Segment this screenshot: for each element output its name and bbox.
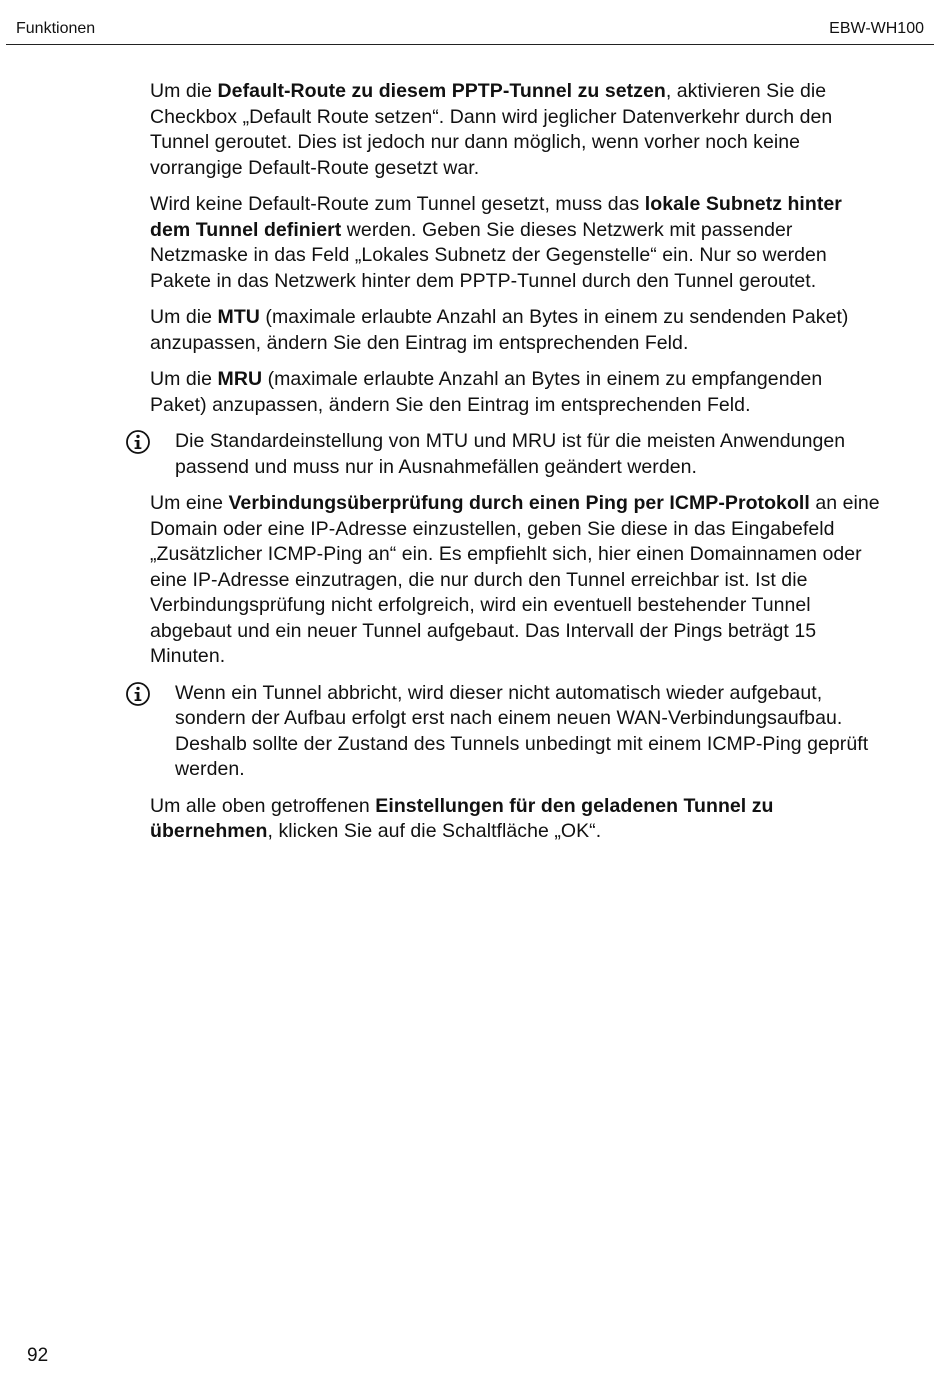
paragraph-text: Um alle oben getroffenen [150, 794, 376, 817]
paragraph-text: Um die [150, 80, 218, 102]
page-content [150, 79, 880, 856]
paragraph-text: Wird keine Default-Route zum Tunnel gesetzt, muss das [150, 193, 645, 215]
paragraph-text: an eine Domain oder eine IP-Adresse einzustellen, geben Sie diese in das Eingabefeld „Zusätzlicher ICMP-Ping an“ ein. Es empfiehlt sich, hier einen Domainnamen oder eine IP-Adresse einzutragen, die nur durch den Tunnel erreichbar ist. Ist die Verbindungsprüfung nicht erfolgreich, wird ein eventuell bestehender Tunnel abgebaut und ein neuer Tunnel aufgebaut. Das Intervall der Pings beträgt 15 Minuten. [150, 492, 880, 667]
header-product-name: EBW-WH100 [829, 20, 924, 37]
note-text: Die Standardeinstellung von MTU und MRU ist für die meisten Anwendungen passend und muss nur in Ausnahmefällen geändert werden. [175, 430, 846, 478]
header-section-title: Funktionen [16, 20, 96, 37]
paragraph-icmp-ping [150, 491, 880, 670]
paragraph-emphasis: MRU [217, 368, 263, 390]
paragraph-emphasis: Default-Route zu diesem PPTP-Tunnel zu setzen [217, 80, 666, 102]
note-text: Wenn ein Tunnel abbricht, wird dieser nicht automatisch wieder aufgebaut, sondern der Aufbau erfolgt erst nach einem neuen WAN-Verbindungsaufbau. Deshalb sollte der Zustand des Tunnels unbedingt mit einem ICMP-Ping geprüft werden. [175, 681, 869, 780]
info-icon [125, 429, 151, 455]
info-icon [125, 681, 151, 707]
paragraph-text: Um die [150, 368, 218, 390]
paragraph-text: (maximale erlaubte Anzahl an Bytes in einem zu empfangenden Paket) anzupassen, ändern Sie den Eintrag im entsprechenden Feld. [150, 368, 823, 416]
paragraph-text: Um eine [150, 492, 229, 514]
paragraph-default-route [150, 79, 880, 181]
paragraph-text: (maximale erlaubte Anzahl an Bytes in einem zu sendenden Paket) anzupassen, ändern Sie den Eintrag im entsprechenden Feld. [150, 306, 849, 354]
note-tunnel-reconnect [150, 681, 880, 783]
page-header [6, 10, 934, 45]
page-number: 92 [27, 1345, 49, 1366]
paragraph-text: , klicken Sie auf die Schaltfläche „OK“. [267, 820, 602, 842]
paragraph-emphasis: Einstellungen für den geladenen Tunnel zu übernehmen [150, 794, 774, 842]
paragraph-emphasis: Verbindungsüberprüfung durch einen Ping per ICMP-Protokoll [228, 492, 810, 514]
paragraph-mtu [150, 305, 880, 356]
paragraph-text: werden. Geben Sie dieses Netzwerk mit passender Netzmaske in das Feld „Lokales Subnetz der Gegenstelle“ ein. Nur so werden Pakete in das Netzwerk hinter dem PPTP-Tunnel durch den Tunnel geroutet. [150, 218, 827, 292]
paragraph-apply-settings [150, 794, 880, 845]
paragraph-emphasis: lokale Subnetz hinter dem Tunnel definiert [150, 193, 842, 241]
paragraph-text: Um die [150, 306, 218, 328]
paragraph-mru [150, 367, 880, 418]
note-mtu-mru [150, 429, 880, 480]
paragraph-text: , aktivieren Sie die Checkbox „Default Route setzen“. Dann wird jeglicher Datenverkehr durch den Tunnel geroutet. Dies ist jedoch nur dann möglich, wenn vorher noch keine vorrangige Default-Route gesetzt war. [150, 80, 833, 179]
paragraph-local-subnet [150, 192, 880, 294]
paragraph-emphasis: MTU [217, 306, 260, 328]
